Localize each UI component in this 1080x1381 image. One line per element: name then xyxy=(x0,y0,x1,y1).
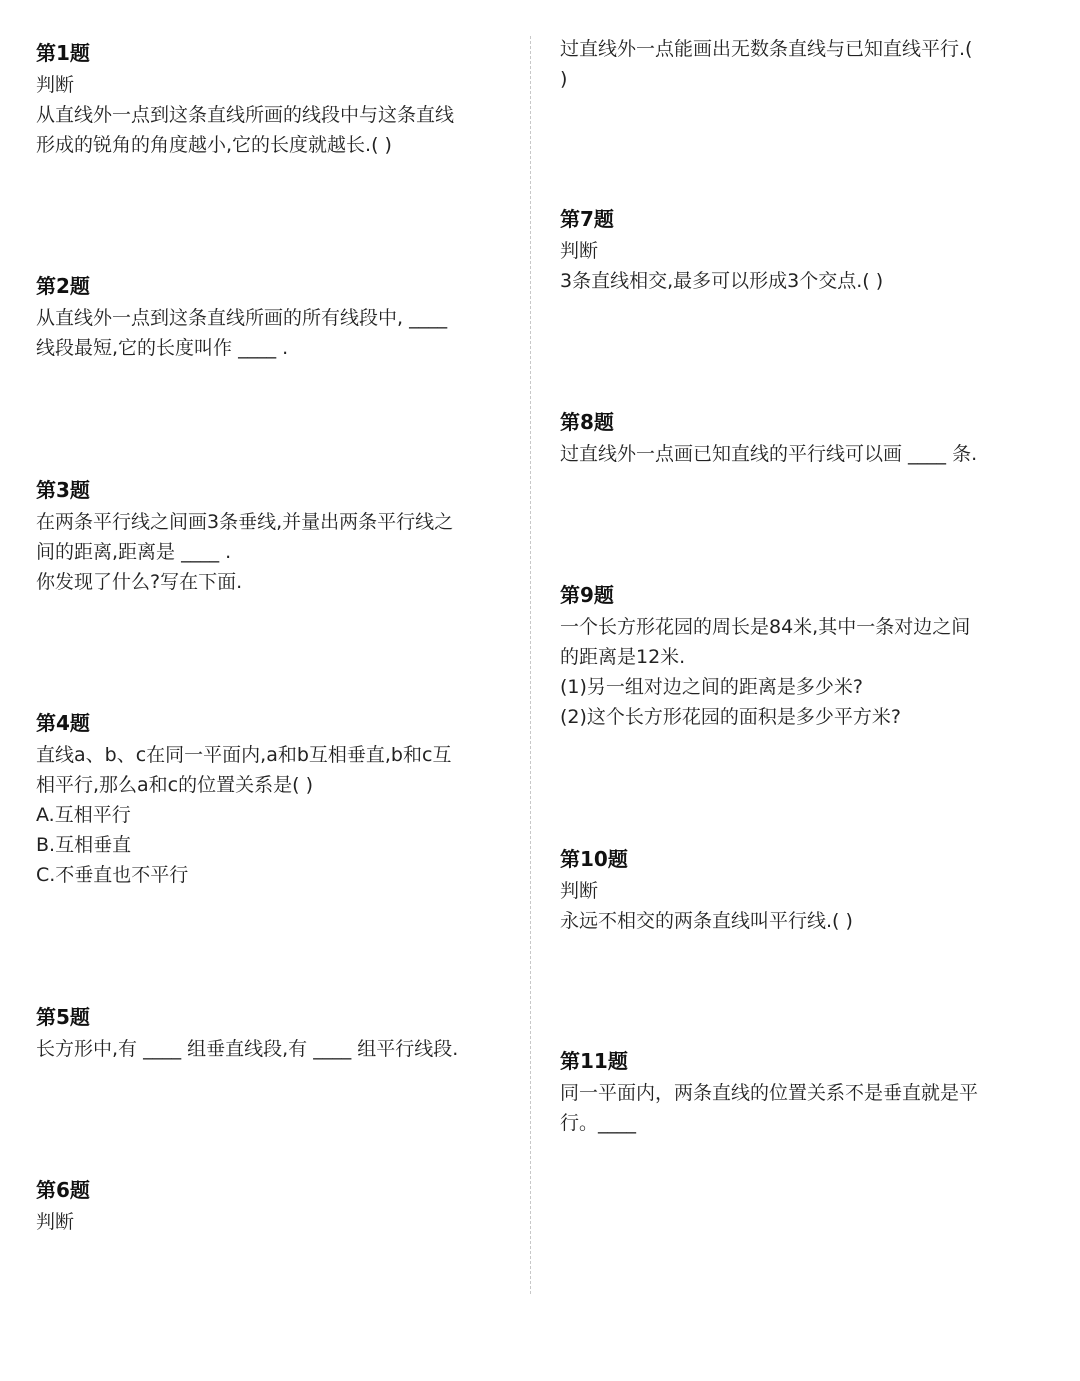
option-b: B.互相垂直 xyxy=(36,834,132,856)
question-text-line: 长方形中,有 ____ 组垂直线段,有 ____ 组平行线段. xyxy=(36,1038,459,1060)
question-5 xyxy=(36,1002,506,1064)
question-title: 第7题 xyxy=(560,207,614,231)
question-text-line: 间的距离,距离是 ____ . xyxy=(36,541,232,563)
question-3 xyxy=(36,475,506,597)
question-text-line: 3条直线相交,最多可以形成3个交点.( ) xyxy=(560,270,884,292)
question-2 xyxy=(36,271,506,363)
question-title: 第2题 xyxy=(36,274,90,298)
question-text-line: 一个长方形花园的周长是84米,其中一条对边之间 xyxy=(560,616,971,638)
question-6 xyxy=(36,1175,506,1237)
question-text-line: 线段最短,它的长度叫作 ____ . xyxy=(36,337,289,359)
question-text-line: 你发现了什么?写在下面. xyxy=(36,571,243,593)
question-title: 第1题 xyxy=(36,41,90,65)
question-4 xyxy=(36,708,506,890)
question-7 xyxy=(560,204,1030,296)
column-divider xyxy=(530,36,531,1294)
question-text-line: 永远不相交的两条直线叫平行线.( ) xyxy=(560,910,853,932)
question-text-line: 过直线外一点能画出无数条直线与已知直线平行.( xyxy=(560,38,973,60)
question-text-line: 直线a、b、c在同一平面内,a和b互相垂直,b和c互 xyxy=(36,744,452,766)
question-title: 第8题 xyxy=(560,410,614,434)
question-text-line: 的距离是12米. xyxy=(560,646,686,668)
question-title: 第11题 xyxy=(560,1049,628,1073)
question-8 xyxy=(560,407,1030,469)
question-text-line: 行。____ xyxy=(560,1112,637,1134)
question-title: 第9题 xyxy=(560,583,614,607)
question-title: 第4题 xyxy=(36,711,90,735)
question-type: 判断 xyxy=(36,1211,75,1233)
question-text-line: 从直线外一点到这条直线所画的线段中与这条直线 xyxy=(36,104,455,126)
question-text-line: 在两条平行线之间画3条垂线,并量出两条平行线之 xyxy=(36,511,454,533)
question-text-line: 相平行,那么a和c的位置关系是( ) xyxy=(36,774,313,796)
question-type: 判断 xyxy=(560,240,599,262)
question-text-line: 同一平面内，两条直线的位置关系不是垂直就是平 xyxy=(560,1082,979,1104)
question-title: 第3题 xyxy=(36,478,90,502)
question-11 xyxy=(560,1046,1030,1138)
question-title: 第6题 xyxy=(36,1178,90,1202)
option-a: A.互相平行 xyxy=(36,804,131,826)
question-9 xyxy=(560,580,1030,732)
option-c: C.不垂直也不平行 xyxy=(36,864,189,886)
question-title: 第5题 xyxy=(36,1005,90,1029)
question-10 xyxy=(560,844,1030,936)
sub-question-2: (2)这个长方形花园的面积是多少平方米? xyxy=(560,706,901,728)
question-type: 判断 xyxy=(560,880,599,902)
question-text-line: ) xyxy=(560,68,568,90)
question-text-line: 过直线外一点画已知直线的平行线可以画 ____ 条. xyxy=(560,443,978,465)
question-6-continued xyxy=(560,34,1030,94)
question-type: 判断 xyxy=(36,74,75,96)
question-text-line: 从直线外一点到这条直线所画的所有线段中, ____ xyxy=(36,307,448,329)
question-1 xyxy=(36,38,506,160)
question-text-line: 形成的锐角的角度越小,它的长度就越长.( ) xyxy=(36,134,392,156)
sub-question-1: (1)另一组对边之间的距离是多少米? xyxy=(560,676,863,698)
question-title: 第10题 xyxy=(560,847,628,871)
